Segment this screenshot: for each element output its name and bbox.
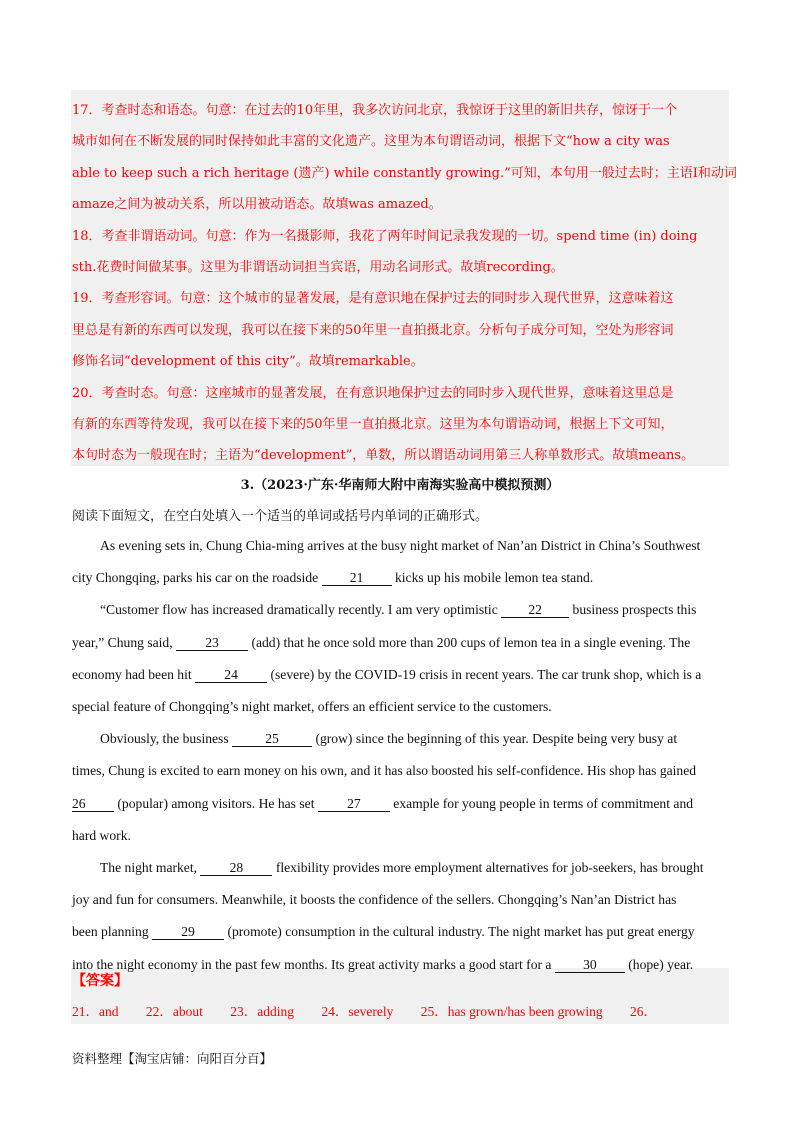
passage-line: As evening sets in, Chung Chia-ming arrives at the busy night market of Nan’an District in China’s Southwest [100, 538, 701, 553]
blank-21[interactable]: 21 [322, 570, 392, 586]
passage-text: into the night economy in the past few months. Its great activity marks a good start for a [72, 956, 552, 972]
passage-text: The night market, [100, 860, 198, 876]
answer-item: 25．has grown/has been growing [420, 1004, 603, 1019]
explanation-line: 里总是有新的东西可以发现，我可以在接下来的50年里一直拍摄北京。分析句子成分可知，空处为形容词 [72, 322, 674, 338]
passage-text: (promote) consumption in the cultural industry. The night market has put great energy [227, 924, 695, 940]
passage-text: “Customer flow has increased dramatically recently. I am very optimistic [100, 602, 498, 618]
explanation-line: 本句时态为一般现在时；主语为“development”，单数，所以谓语动词用第三人称单数形式。故填means。 [72, 448, 695, 464]
blank-26[interactable]: 26 [72, 796, 114, 812]
passage-text: city Chongqing, parks his car on the roadside [72, 570, 319, 586]
passage-line: joy and fun for consumers. Meanwhile, it boosts the confidence of the sellers. Chongqing’s Nan’an District has [72, 892, 677, 908]
blank-24[interactable]: 24 [195, 667, 267, 683]
explanation-line: 城市如何在不断发展的同时保持如此丰富的文化遗产。这里为本句谓语动词，根据下文“how a city was [72, 134, 670, 150]
explanation-line: 17．考查时态和语态。句意：在过去的10年里，我多次访问北京，我惊讶于这里的新旧共存，惊讶于一个 [72, 103, 678, 118]
passage-text: (grow) since the beginning of this year. Despite being very busy at [315, 731, 678, 747]
passage-text: (popular) among visitors. He has set [117, 795, 315, 811]
answer-item: 26． [629, 1004, 657, 1019]
blank-23[interactable]: 23 [176, 635, 248, 651]
answer-item: 24．severely [321, 1004, 394, 1019]
blank-25[interactable]: 25 [232, 731, 312, 747]
passage-text: (add) that he once sold more than 200 cups of lemon tea in a single evening. The [251, 634, 691, 650]
passage-text: kicks up his mobile lemon tea stand. [394, 570, 594, 586]
explanation-line: 有新的东西等待发现，我可以在接下来的50年里一直拍摄北京。这里为本句谓语动词，根据上下文可知， [72, 417, 674, 433]
passage-line [72, 788, 732, 820]
explanation-line: sth.花费时间做某事。这里为非谓语动词担当宾语，用动名词形式。故填recording。 [72, 260, 564, 276]
passage-line [72, 627, 732, 659]
answer-item: 21．and [72, 1004, 119, 1019]
passage-line [72, 916, 732, 948]
passage-line [72, 659, 732, 691]
answer-item: 22．about [145, 1004, 203, 1019]
question-title: 3.（2023·广东·华南师大附中南海实验高中模拟预测） [240, 478, 560, 493]
passage-text: (hope) year. [628, 956, 694, 972]
passage-text: been planning [72, 924, 149, 940]
explanation-line: amaze之间为被动关系，所以用被动语态。故填was amazed。 [72, 197, 442, 213]
passage-text: year,” Chung said, [72, 634, 173, 650]
passage-text: flexibility provides more employment alternatives for job-seekers, has brought [275, 860, 704, 876]
answer-item: 23．adding [230, 1004, 294, 1019]
passage-text: Obviously, the business [100, 731, 229, 747]
explanation-line: 18．考查非谓语动词。句意：作为一名摄影师，我花了两年时间记录我发现的一切。spend time (in) doing [72, 228, 698, 244]
passage-line [72, 949, 732, 981]
passage-line: special feature of Chongqing’s night market, offers an efficient service to the customers. [72, 699, 552, 715]
explanation-line: able to keep such a rich heritage (遗产) while constantly growing.”可知，本句用一般过去时；主语I和动词 [72, 165, 737, 181]
blank-22[interactable]: 22 [501, 602, 569, 618]
blank-28[interactable]: 28 [200, 860, 272, 876]
passage-line [72, 852, 732, 884]
explanation-block [72, 95, 737, 472]
explanation-line: 19．考查形容词。句意：这个城市的显著发展，是有意识地在保护过去的同时步入现代世界，这意味着这 [72, 291, 674, 307]
passage-text: (severe) by the COVID-19 crisis in recent years. The car trunk shop, which is a [270, 666, 702, 682]
explanation-line: 修饰名词“development of this city”。故填remarkable。 [72, 354, 424, 370]
cloze-passage [72, 530, 732, 981]
answer-list [72, 1000, 681, 1020]
blank-27[interactable]: 27 [318, 796, 390, 812]
passage-line [72, 562, 732, 594]
passage-line: times, Chung is excited to earn money on his own, and it has also boosted his self-confidence. His shop has gained [72, 763, 697, 779]
answer-label: 【答案】 [72, 973, 128, 989]
footer-source: 资料整理【淘宝店铺：向阳百分百】 [72, 1051, 273, 1066]
instruction-text: 阅读下面短文，在空白处填入一个适当的单词或括号内单词的正确形式。 [72, 509, 489, 524]
passage-line [72, 594, 732, 626]
passage-line: hard work. [72, 827, 131, 843]
passage-text: example for young people in terms of commitment and [393, 795, 694, 811]
blank-30[interactable]: 30 [555, 957, 625, 973]
passage-text: business prospects this [572, 602, 697, 618]
passage-text: economy had been hit [72, 666, 192, 682]
blank-29[interactable]: 29 [152, 924, 224, 940]
explanation-line: 20．考查时态。句意：这座城市的显著发展，在有意识地保护过去的同时步入现代世界，意味着这里总是 [72, 385, 674, 401]
passage-line [72, 723, 732, 755]
